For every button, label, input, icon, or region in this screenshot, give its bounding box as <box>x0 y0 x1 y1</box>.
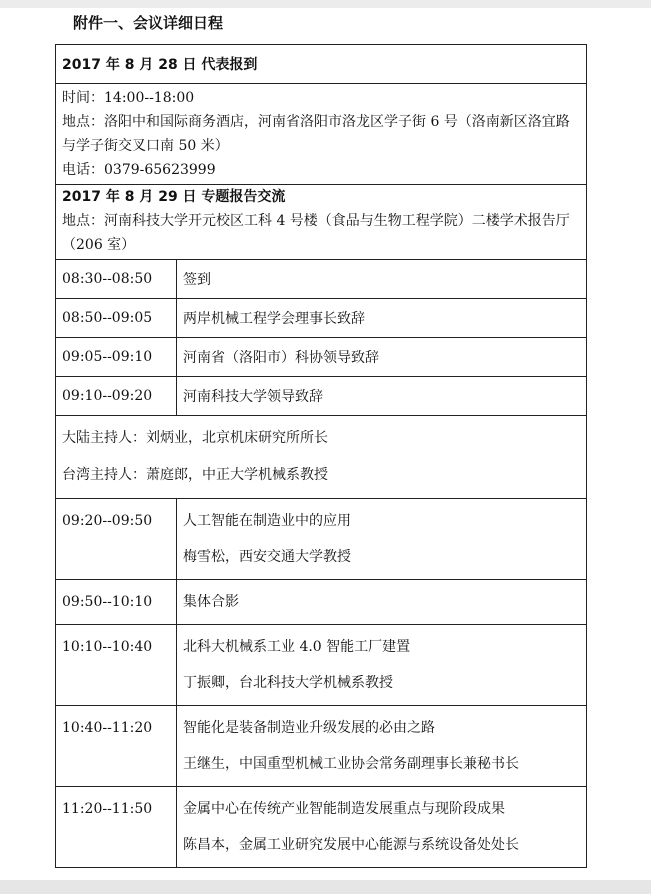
table-row <box>56 260 587 299</box>
talk-time: 11:20--11:50 <box>56 787 177 868</box>
day2-header-row <box>56 185 587 260</box>
day1-location: 地点：洛阳中和国际商务酒店，河南省洛阳市洛龙区学子街 6 号（洛南新区洛宜路与学子街交叉口南 50 米） <box>62 114 570 154</box>
day1-time: 时间：14:00--18:00 <box>62 90 195 106</box>
bottom-bar <box>0 880 651 894</box>
talk-cell <box>177 706 587 787</box>
session-item: 河南科技大学领导致辞 <box>177 377 587 416</box>
day1-info-row <box>56 84 587 185</box>
session-item: 签到 <box>177 260 587 299</box>
talk-cell <box>177 580 587 625</box>
talk-title: 集体合影 <box>183 594 239 610</box>
day2-location: 地点：河南科技大学开元校区工科 4 号楼（食品与生物工程学院）二楼学术报告厅（206 室） <box>62 213 570 253</box>
talk-title: 智能化是装备制造业升级发展的必由之路 <box>183 720 435 736</box>
hosts-row <box>56 416 587 499</box>
day1-info <box>56 84 587 185</box>
session-item: 河南省（洛阳市）科协领导致辞 <box>177 338 587 377</box>
day2-header: 2017 年 8 月 29 日 专题报告交流 <box>62 189 286 205</box>
session-time: 08:50--09:05 <box>56 299 177 338</box>
host-taiwan: 台湾主持人：萧庭郎，中正大学机械系教授 <box>62 467 328 483</box>
talk-row <box>56 499 587 580</box>
talk-time: 09:20--09:50 <box>56 499 177 580</box>
hosts-cell <box>56 416 587 499</box>
talk-time: 10:10--10:40 <box>56 625 177 706</box>
day2-info <box>56 185 587 260</box>
talk-row <box>56 787 587 868</box>
day1-header: 2017 年 8 月 28 日 代表报到 <box>56 45 587 84</box>
session-time: 09:05--09:10 <box>56 338 177 377</box>
talk-time: 09:50--10:10 <box>56 580 177 625</box>
talk-speaker: 梅雪松，西安交通大学教授 <box>183 549 351 565</box>
talk-row <box>56 706 587 787</box>
talk-title: 人工智能在制造业中的应用 <box>183 513 351 529</box>
schedule-table <box>55 44 587 868</box>
talk-title: 北科大机械系工业 4.0 智能工厂建置 <box>183 639 411 655</box>
talk-cell <box>177 787 587 868</box>
talk-cell <box>177 625 587 706</box>
session-time: 09:10--09:20 <box>56 377 177 416</box>
talk-speaker: 王继生，中国重型机械工业协会常务副理事长兼秘书长 <box>183 756 519 772</box>
talk-row <box>56 625 587 706</box>
top-bar <box>0 0 651 8</box>
day1-header-row <box>56 45 587 84</box>
talk-speaker: 丁振卿，台北科技大学机械系教授 <box>183 675 393 691</box>
day1-phone: 电话：0379-65623999 <box>62 162 216 178</box>
talk-speaker: 陈昌本，金属工业研究发展中心能源与系统设备处处长 <box>183 837 519 853</box>
table-row <box>56 338 587 377</box>
session-item: 两岸机械工程学会理事长致辞 <box>177 299 587 338</box>
talk-cell <box>177 499 587 580</box>
table-row <box>56 299 587 338</box>
talk-time: 10:40--11:20 <box>56 706 177 787</box>
host-mainland: 大陆主持人：刘炳业，北京机床研究所所长 <box>62 430 328 446</box>
table-row <box>56 377 587 416</box>
talk-row <box>56 580 587 625</box>
page-title: 附件一、会议详细日程 <box>73 14 224 32</box>
talk-title: 金属中心在传统产业智能制造发展重点与现阶段成果 <box>183 801 505 817</box>
session-time: 08:30--08:50 <box>56 260 177 299</box>
